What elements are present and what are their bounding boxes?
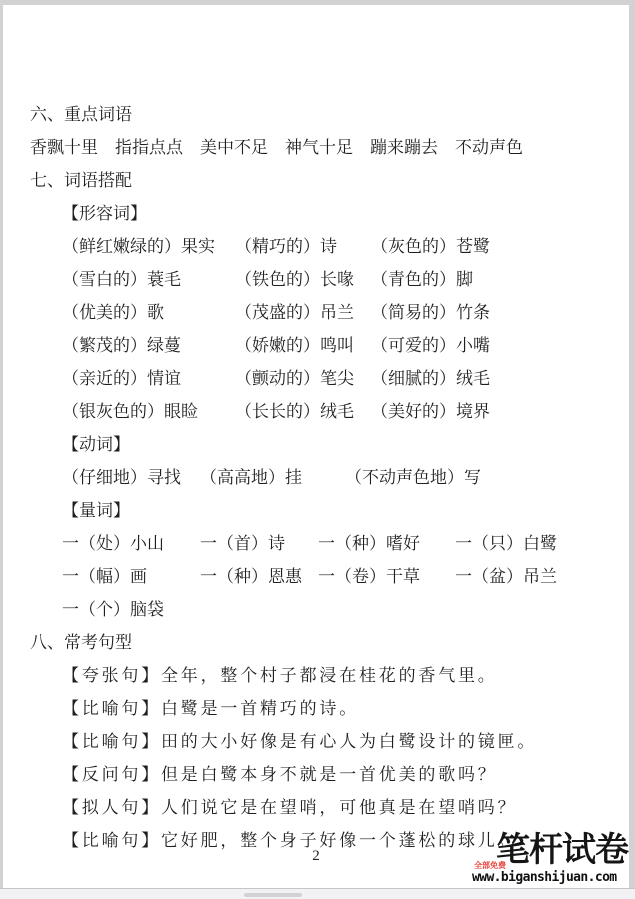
measure-word-row xyxy=(30,527,629,560)
adjective-row xyxy=(30,395,629,428)
adjective-cell: （娇嫩的）鸣叫 xyxy=(235,336,354,355)
measure-word-cell: 一（种）恩惠 xyxy=(200,567,302,586)
horizontal-scrollbar-track[interactable] xyxy=(0,888,635,899)
adjective-cell: （铁色的）长喙 xyxy=(235,270,354,289)
verb-cell: （不动声色地）写 xyxy=(345,468,481,487)
adjective-cell: （鲜红嫩绿的）果实 xyxy=(62,237,215,256)
adjective-cell: （繁茂的）绿蔓 xyxy=(62,336,181,355)
watermark-free-label: 全部免费 xyxy=(474,861,506,870)
verb-cell: （仔细地）寻找 xyxy=(62,468,181,487)
adjective-cell: （精巧的）诗 xyxy=(235,237,337,256)
watermark-brand: 笔杆试卷 xyxy=(496,832,628,869)
adjective-row xyxy=(30,296,629,329)
measure-word-cell: 一（个）脑袋 xyxy=(62,600,164,619)
verb-row xyxy=(30,461,629,494)
horizontal-scrollbar-thumb[interactable] xyxy=(244,893,302,897)
sentence-line: 【比喻句】白鹭是一首精巧的诗。 xyxy=(62,699,359,718)
measure-word-row xyxy=(30,593,629,626)
measure-word-cell: 一（种）嗜好 xyxy=(318,534,420,553)
measure-word-row xyxy=(30,560,629,593)
section-6-title: 六、重点词语 xyxy=(30,105,132,124)
measure-word-cell: 一（盆）吊兰 xyxy=(455,567,557,586)
section-7-title: 七、词语搭配 xyxy=(30,171,132,190)
watermark-url: www.biganshijuan.com xyxy=(472,870,617,885)
measure-word-cell: 一（只）白鹭 xyxy=(455,534,557,553)
adjective-cell: （亲近的）情谊 xyxy=(62,369,181,388)
measure-word-cell: 一（首）诗 xyxy=(200,534,285,553)
adjective-cell: （长长的）绒毛 xyxy=(235,402,354,421)
window-edge-top xyxy=(0,0,635,5)
measure-word-cell: 一（处）小山 xyxy=(62,534,164,553)
adjective-cell: （雪白的）蓑毛 xyxy=(62,270,181,289)
window-edge-left xyxy=(0,0,3,888)
adjective-cell: （茂盛的）吊兰 xyxy=(235,303,354,322)
measure-word-cell: 一（卷）干草 xyxy=(318,567,420,586)
adjectives-header: 【形容词】 xyxy=(62,204,147,223)
verb-cell: （高高地）挂 xyxy=(200,468,302,487)
adjective-cell: （优美的）歌 xyxy=(62,303,164,322)
adjective-cell: （美好的）境界 xyxy=(371,402,490,421)
adjective-cell: （细腻的）绒毛 xyxy=(371,369,490,388)
adjective-cell: （灰色的）苍鹭 xyxy=(371,237,490,256)
adjective-cell: （青色的）脚 xyxy=(371,270,473,289)
sentence-line: 【夸张句】全年，整个村子都浸在桂花的香气里。 xyxy=(62,666,498,685)
adjective-cell: （颤动的）笔尖 xyxy=(235,369,354,388)
adjective-row xyxy=(30,263,629,296)
measure-words-header: 【量词】 xyxy=(62,501,130,520)
page-content xyxy=(3,5,629,857)
sentence-line: 【反问句】但是白鹭本身不就是一首优美的歌吗？ xyxy=(62,765,498,784)
adjective-cell: （银灰色的）眼睑 xyxy=(62,402,198,421)
adjective-row xyxy=(30,362,629,395)
adjective-cell: （简易的）竹条 xyxy=(371,303,490,322)
window-edge-right xyxy=(629,0,635,888)
adjective-cell: （可爱的）小嘴 xyxy=(371,336,490,355)
section-6-word-list: 香飘十里 指指点点 美中不足 神气十足 蹦来蹦去 不动声色 xyxy=(30,138,523,157)
page-number: 2 xyxy=(312,848,320,864)
verbs-header: 【动词】 xyxy=(62,435,130,454)
document-page xyxy=(3,5,629,888)
adjective-row xyxy=(30,329,629,362)
section-8-title: 八、常考句型 xyxy=(30,633,132,652)
sentence-line: 【比喻句】田的大小好像是有心人为白鹭设计的镜匣。 xyxy=(62,732,538,751)
sentence-line: 【比喻句】它好肥，整个身子好像一个蓬松的球儿。 xyxy=(62,831,518,850)
measure-word-cell: 一（幅）画 xyxy=(62,567,147,586)
adjective-row xyxy=(30,230,629,263)
sentence-line: 【拟人句】人们说它是在望哨，可他真是在望哨吗？ xyxy=(62,798,518,817)
